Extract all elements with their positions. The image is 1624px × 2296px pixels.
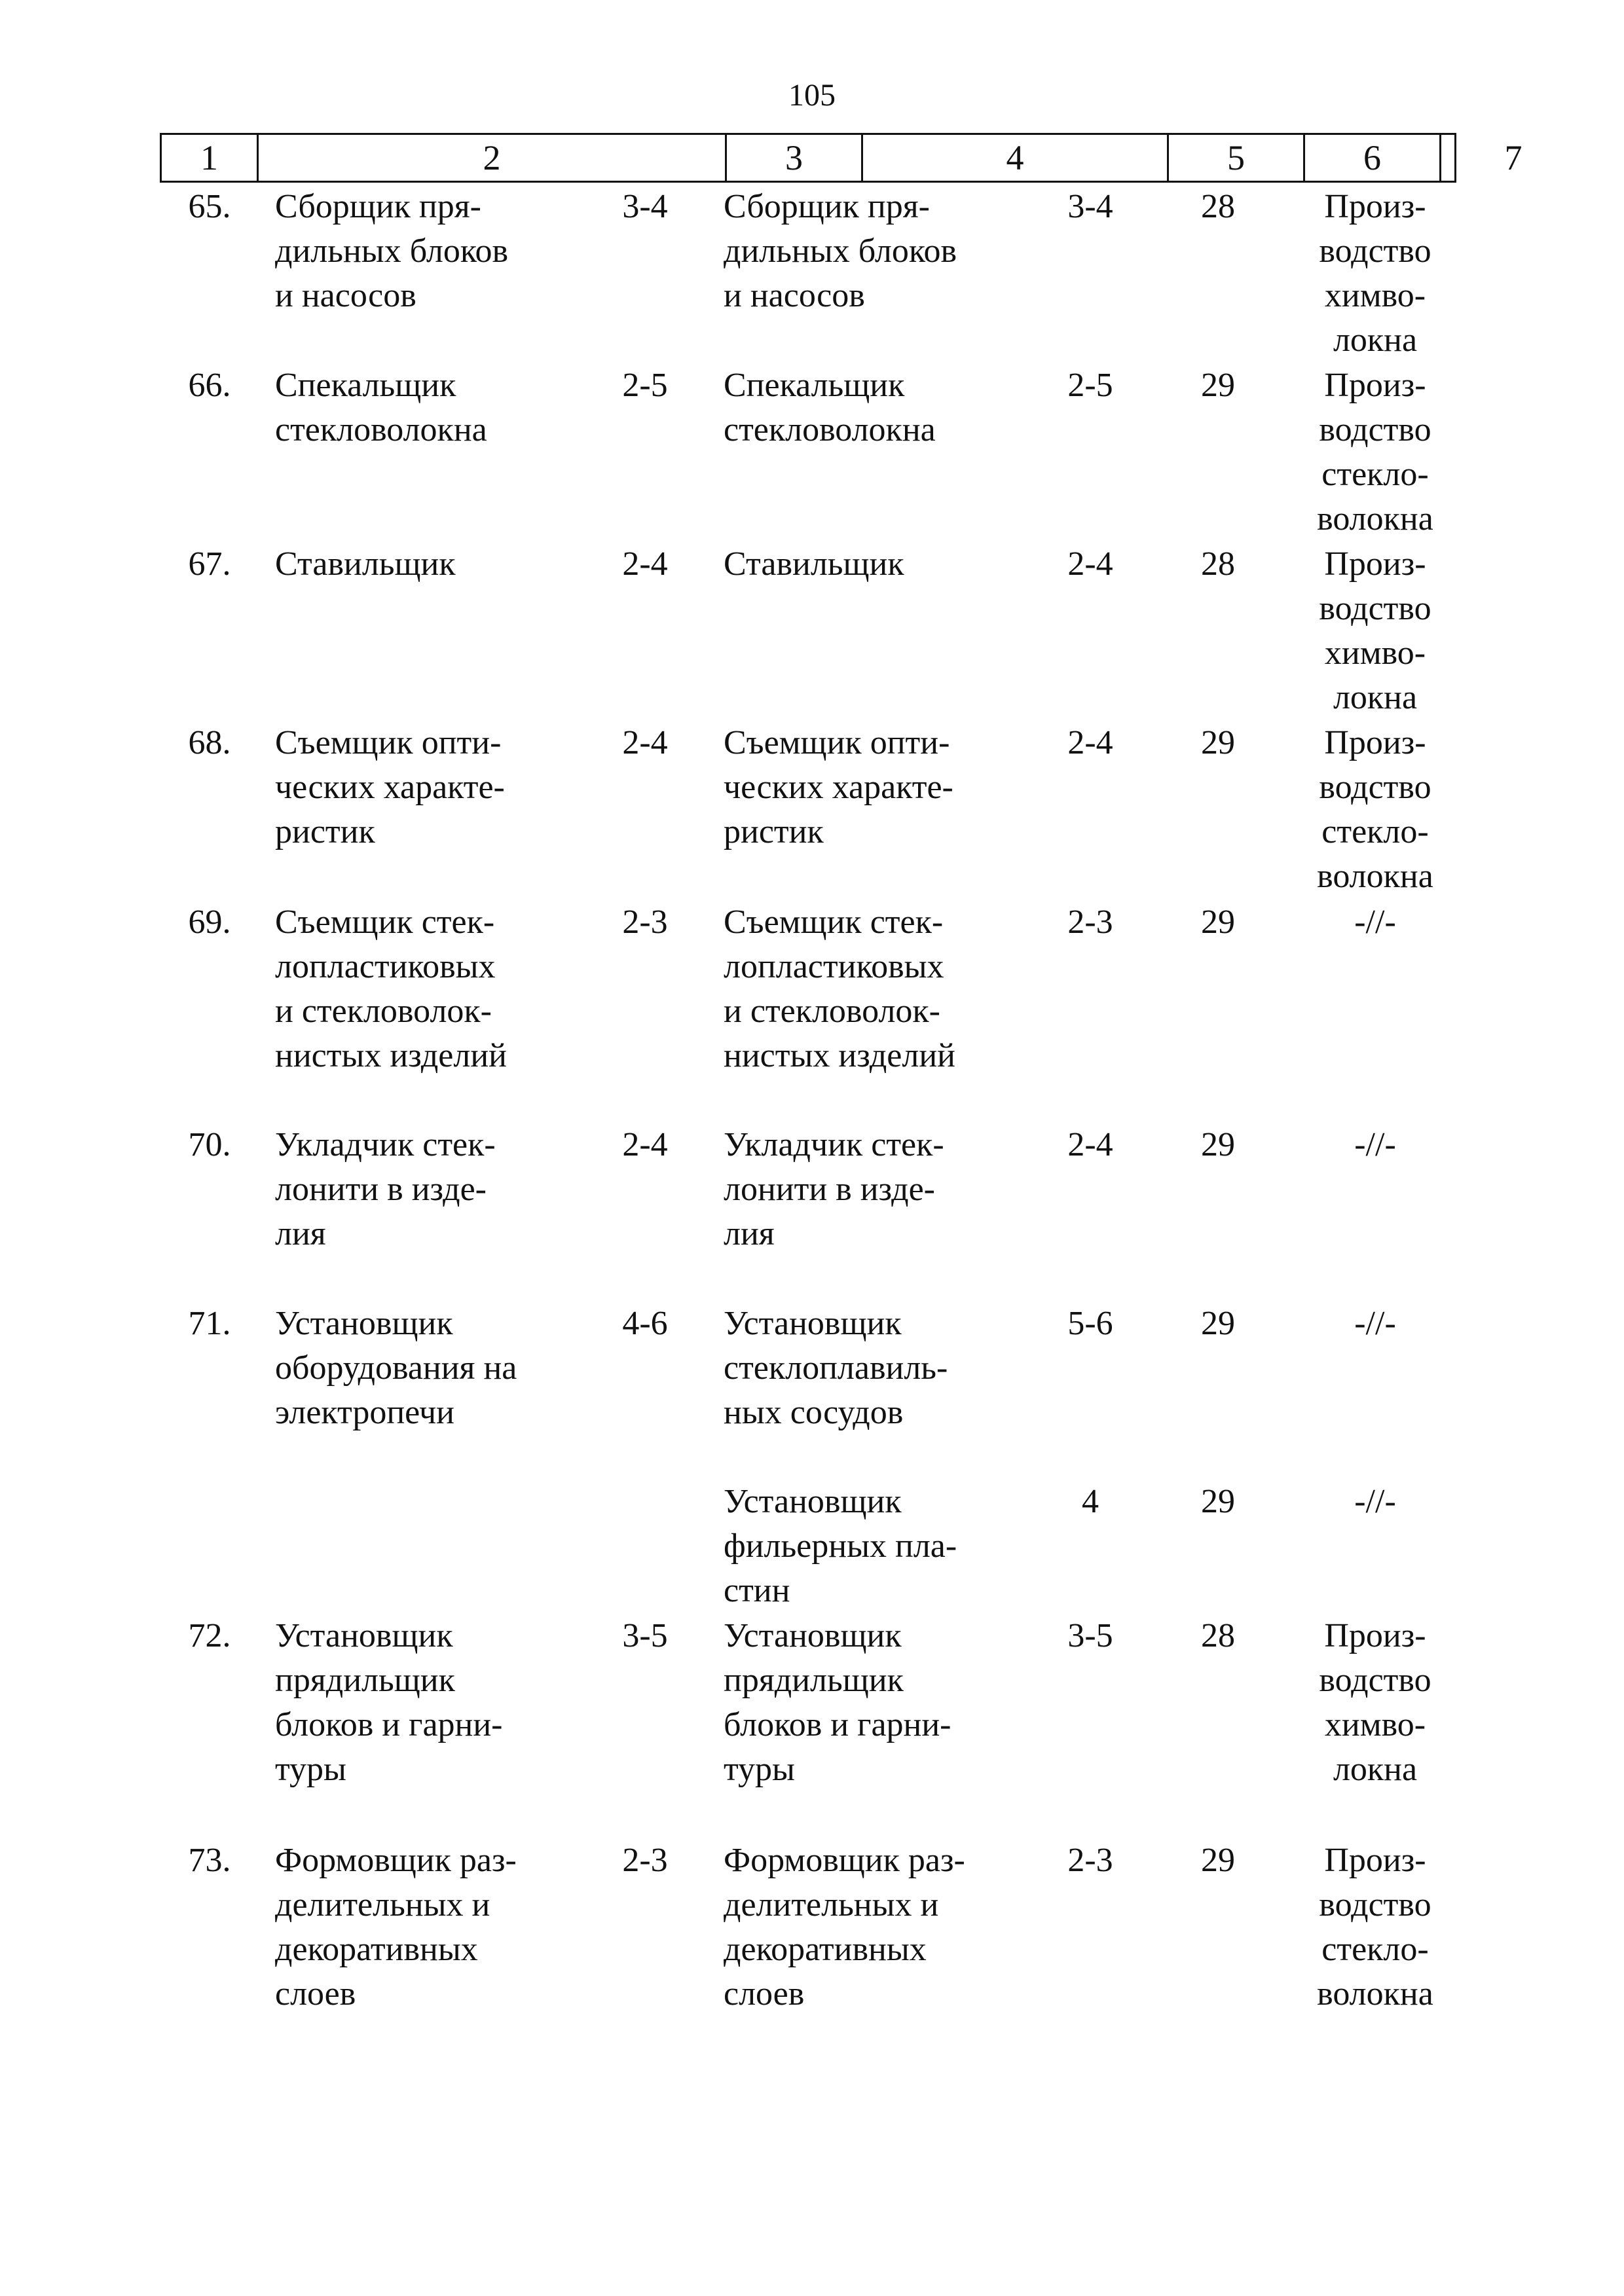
row-number: 68. — [188, 724, 231, 761]
profession-name: Съемщик стек- лопластиковых и стекловолок- нистых изделий — [275, 903, 507, 1074]
grade-range-new: 2-4 — [1067, 724, 1113, 761]
grade-range-new: 2-5 — [1067, 367, 1113, 404]
grade-range-new: 2-4 — [1067, 1126, 1113, 1163]
row-number: 66. — [188, 367, 231, 404]
issue-number: 29 — [1201, 1483, 1235, 1520]
grade-range-new: 2-3 — [1067, 903, 1113, 941]
header-col-6: 6 — [1363, 138, 1381, 177]
profession-name: Спекальщик стекловолокна — [275, 367, 487, 448]
issue-number: 29 — [1201, 1126, 1235, 1163]
page-number: 105 — [788, 78, 836, 113]
row-number: 67. — [188, 545, 231, 583]
profession-name-new: Укладчик стек- лонити в изде- лия — [724, 1126, 944, 1252]
grade-range: 2-5 — [622, 367, 668, 404]
row-number: 72. — [188, 1617, 231, 1654]
grade-range: 2-4 — [622, 1126, 668, 1163]
issue-number: 29 — [1201, 903, 1235, 941]
grade-range-new: 3-5 — [1067, 1617, 1113, 1654]
issue-number: 28 — [1201, 545, 1235, 583]
profession-name-new: Установщик стеклоплавиль- ных сосудов — [724, 1305, 948, 1431]
grade-range-new: 4 — [1082, 1483, 1099, 1520]
grade-range: 2-4 — [622, 545, 668, 583]
production-section: -//- — [1354, 903, 1396, 941]
issue-number: 29 — [1201, 1305, 1235, 1342]
profession-name: Сборщик пря- дильных блоков и насосов — [275, 188, 509, 314]
row-number: 70. — [188, 1126, 231, 1163]
profession-name-new: Съемщик опти- ческих характе- ристик — [724, 724, 953, 850]
profession-name-new: Установщик прядильщик блоков и гарни- туры — [724, 1617, 951, 1788]
production-section: -//- — [1354, 1126, 1396, 1163]
grade-range: 2-3 — [622, 1842, 668, 1879]
production-section: Произ- водство стекло- волокна — [1317, 1842, 1433, 2013]
header-col-5: 5 — [1227, 138, 1245, 177]
profession-name-new: Формовщик раз- делительных и декоративных слоев — [724, 1842, 965, 2013]
grade-range-new: 2-3 — [1067, 1842, 1113, 1879]
profession-name-new: Ставильщик — [724, 545, 904, 583]
grade-range: 3-4 — [622, 188, 668, 225]
production-section: Произ- водство химво- локна — [1319, 545, 1431, 716]
profession-name: Укладчик стек- лонити в изде- лия — [275, 1126, 496, 1252]
grade-range: 2-3 — [622, 903, 668, 941]
row-number: 73. — [188, 1842, 231, 1879]
production-section: Произ- водство стекло- волокна — [1317, 367, 1433, 538]
production-section: Произ- водство химво- локна — [1319, 1617, 1431, 1788]
issue-number: 28 — [1201, 188, 1235, 225]
row-number: 71. — [188, 1305, 231, 1342]
profession-name: Установщик прядильщик блоков и гарни- туры — [275, 1617, 503, 1788]
table-header — [160, 133, 1522, 183]
header-col-3: 3 — [785, 138, 803, 177]
profession-name: Ставильщик — [275, 545, 456, 583]
header-col-4: 4 — [1006, 138, 1024, 177]
grade-range-new: 3-4 — [1067, 188, 1113, 225]
profession-name: Установщик оборудования на электропечи — [275, 1305, 517, 1431]
production-section: -//- — [1354, 1305, 1396, 1342]
issue-number: 29 — [1201, 1842, 1235, 1879]
profession-name: Формовщик раз- делительных и декоративных слоев — [275, 1842, 517, 2013]
header-col-1: 1 — [200, 138, 218, 177]
grade-range: 4-6 — [622, 1305, 668, 1342]
header-col-7: 7 — [1504, 138, 1522, 177]
profession-name: Съемщик опти- ческих характе- ристик — [275, 724, 505, 850]
grade-range-new: 2-4 — [1067, 545, 1113, 583]
profession-name-new: Съемщик стек- лопластиковых и стекловолок- нистых изделий — [724, 903, 955, 1074]
grade-range: 3-5 — [622, 1617, 668, 1654]
grade-range-new: 5-6 — [1067, 1305, 1113, 1342]
profession-name-new: Установщик фильерных пла- стин — [724, 1483, 957, 1609]
header-col-2: 2 — [483, 138, 501, 177]
grade-range: 2-4 — [622, 724, 668, 761]
production-section: -//- — [1354, 1483, 1396, 1520]
row-number: 69. — [188, 903, 231, 941]
row-number: 65. — [188, 188, 231, 225]
production-section: Произ- водство стекло- волокна — [1317, 724, 1433, 895]
profession-name-new: Сборщик пря- дильных блоков и насосов — [724, 188, 957, 314]
production-section: Произ- водство химво- локна — [1319, 188, 1431, 359]
issue-number: 28 — [1201, 1617, 1235, 1654]
issue-number: 29 — [1201, 724, 1235, 761]
issue-number: 29 — [1201, 367, 1235, 404]
profession-name-new: Спекальщик стекловолокна — [724, 367, 936, 448]
